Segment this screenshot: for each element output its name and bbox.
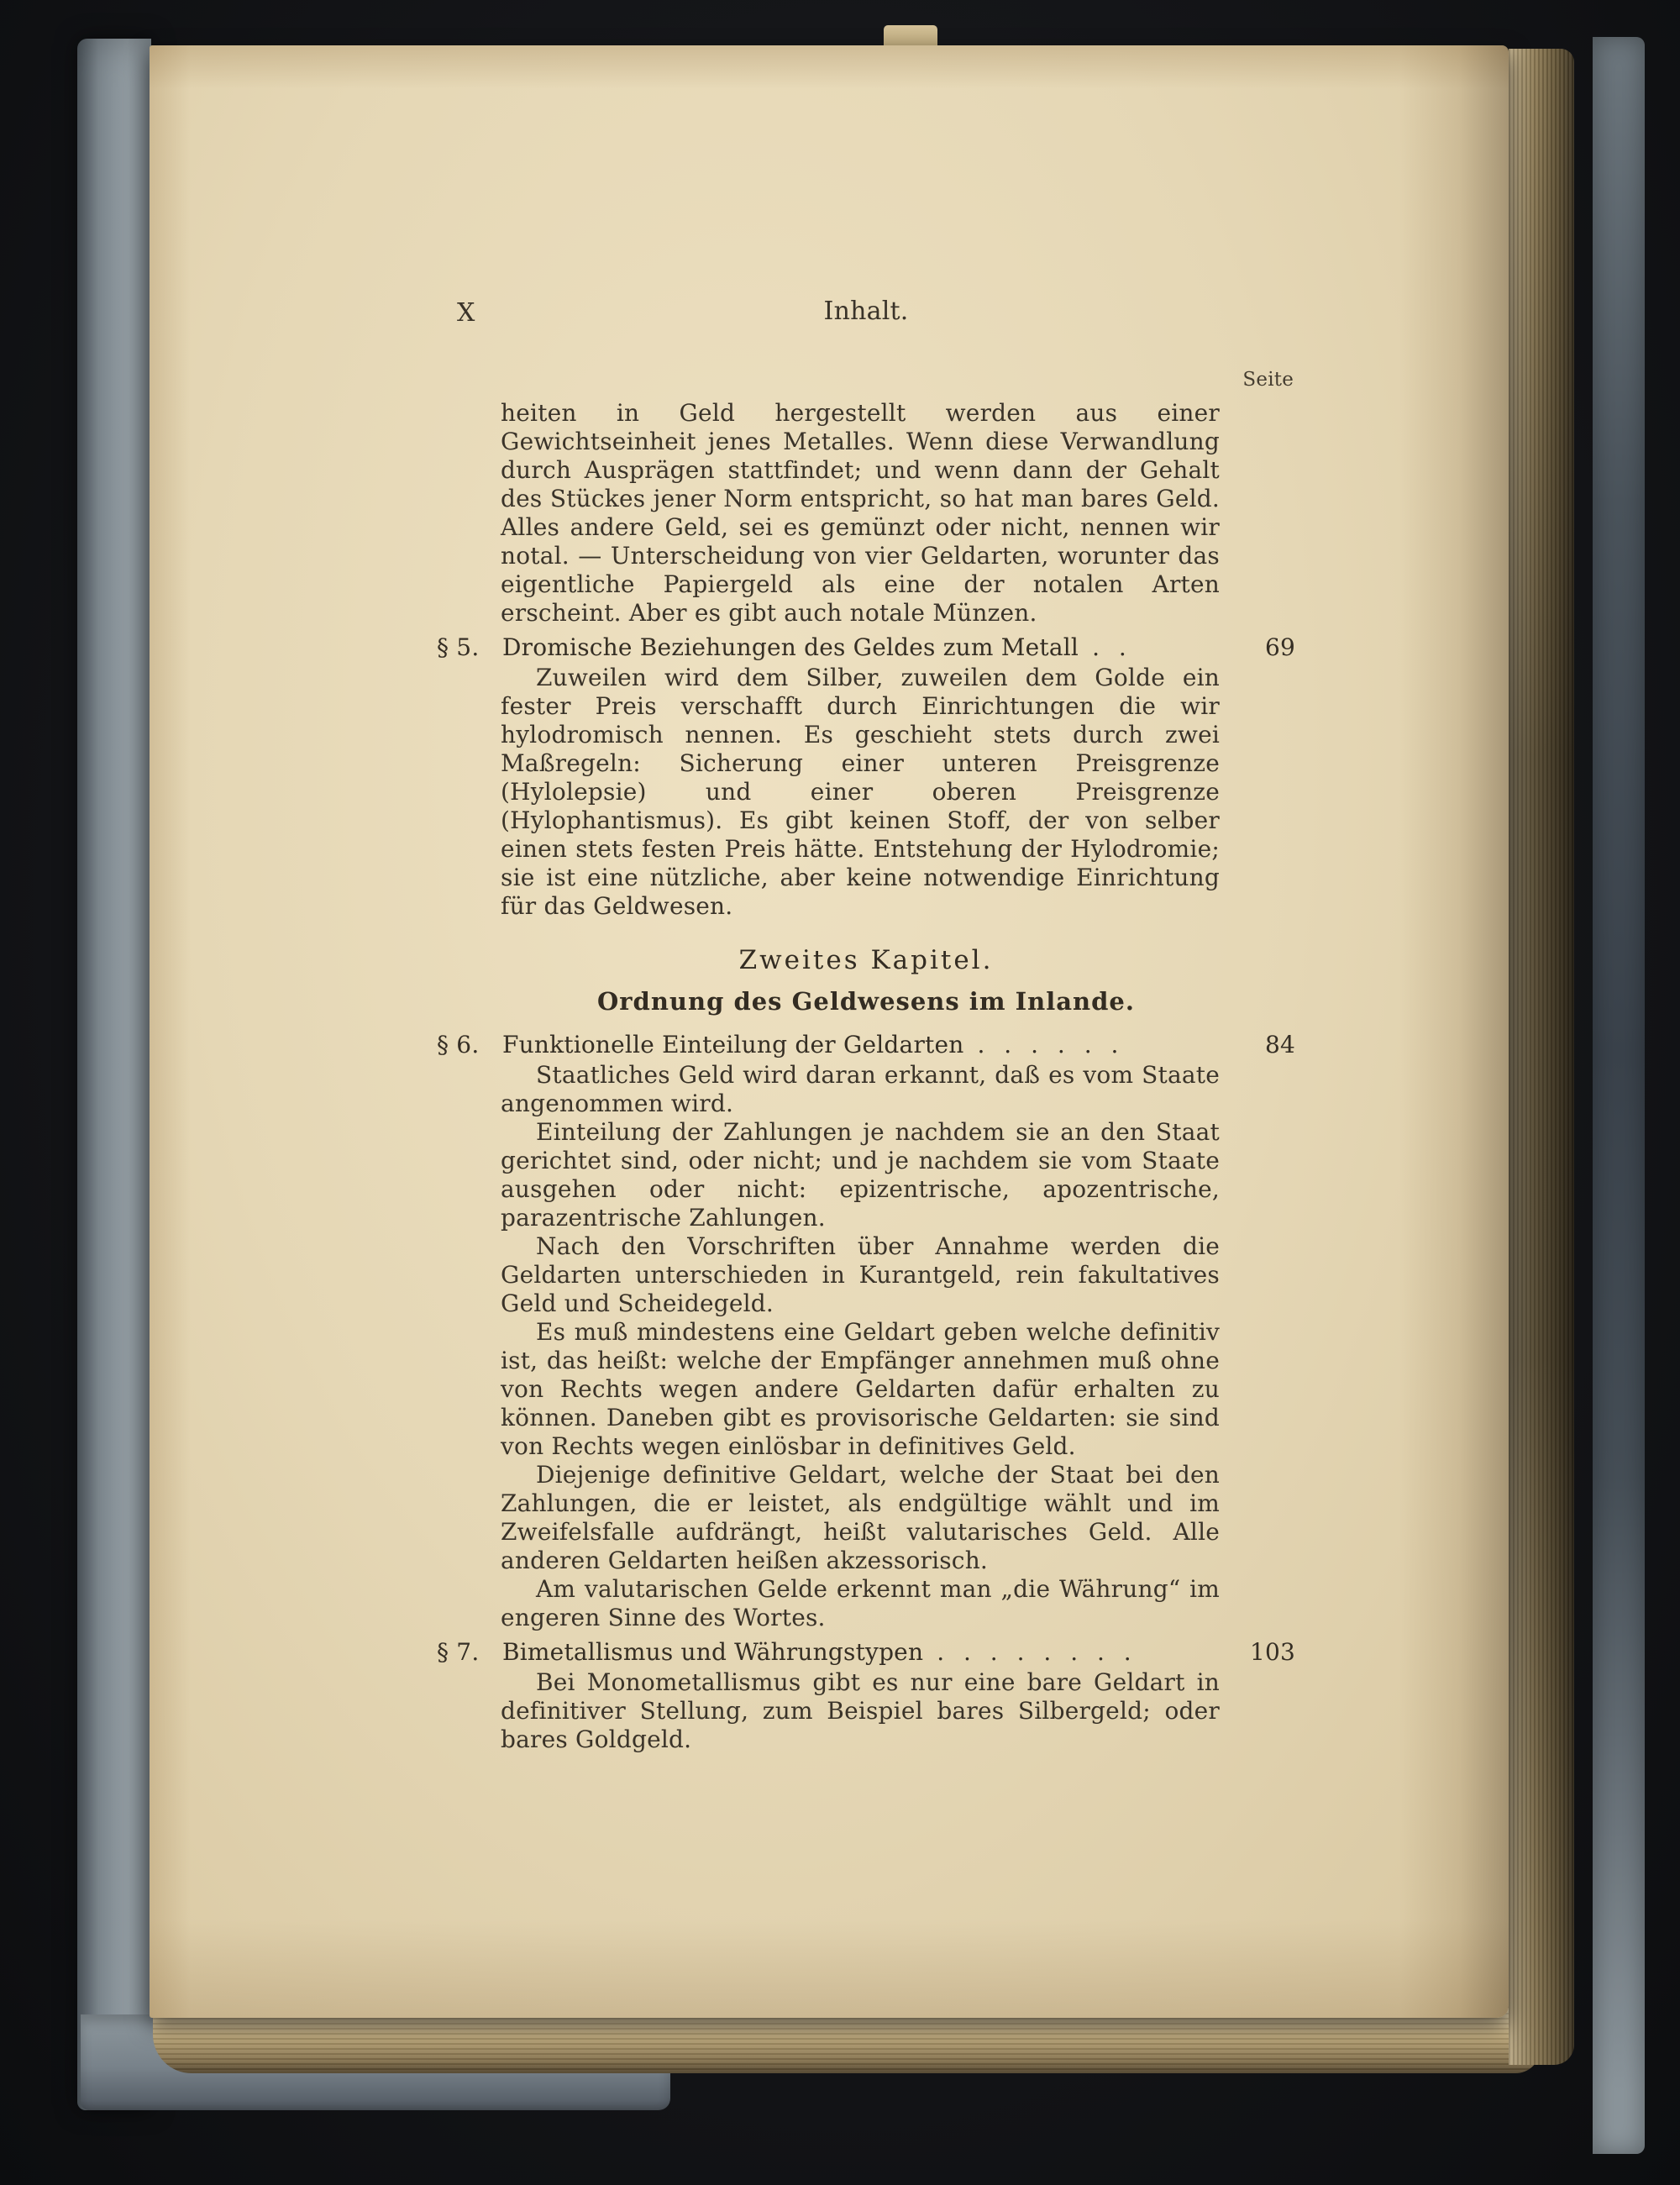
entry-title: Funktionelle Einteilung der Geldarten bbox=[502, 1031, 964, 1058]
toc-entry-heading-7 bbox=[437, 1638, 1295, 1667]
entry-title: Dromische Beziehungen des Geldes zum Metall bbox=[502, 633, 1079, 661]
entry-summary-5 bbox=[437, 664, 1295, 921]
entry-page-number: 84 bbox=[1264, 1031, 1295, 1058]
leader-dots: . . bbox=[1092, 633, 1132, 661]
entry-page-number: 103 bbox=[1249, 1638, 1295, 1666]
entry-page-number: 69 bbox=[1264, 633, 1295, 661]
page-stack-right-edge bbox=[1509, 49, 1574, 2065]
page-title: Inhalt. bbox=[823, 297, 909, 326]
seite-column-label: Seite bbox=[1242, 369, 1294, 391]
chapter-title: Zweites Kapitel. bbox=[738, 945, 994, 975]
book-page bbox=[150, 45, 1509, 2018]
summary-paragraph: Es muß mindestens eine Geldart geben welche definitiv ist, das heißt: welche der Empfänger annehmen muß ohne von Rechts wegen andere Geldarten dafür erhalten zu können. Daneben gibt es provisorische Geldarten: sie sind von Rechts wegen einlösbar in definitives Geld. bbox=[501, 1318, 1220, 1460]
entry-summary-7 bbox=[437, 1668, 1295, 1754]
leader-dots: . . . . . . . . bbox=[937, 1638, 1137, 1666]
page-header bbox=[437, 297, 1295, 343]
toc-entry-heading-5 bbox=[437, 633, 1295, 662]
summary-paragraph: Nach den Vorschriften über Annahme werden die Geldarten unterschieden in Kurantgeld, rein fakultatives Geld und Scheidegeld. bbox=[501, 1232, 1220, 1317]
summary-paragraph: Einteilung der Zahlungen je nachdem sie an den Staat gerichtet sind, oder nicht; und je nachdem sie vom Staate ausgehen oder nicht: epizentrische, apozentrische, parazentrische Zahlungen. bbox=[501, 1118, 1220, 1232]
chapter-subtitle: Ordnung des Geldwesens im Inlande. bbox=[597, 987, 1135, 1016]
summary-paragraph: Zuweilen wird dem Silber, zuweilen dem Golde ein fester Preis verschafft durch Einrichtungen die wir hylodromisch nennen. Es geschieht stets durch zwei Maßregeln: Sicherung einer unteren Preisgrenze (Hylolepsie) und einer oberen Preisgrenze (Hylophantismus). Es gibt keinen Stoff, der von selber einen stets festen Preis hätte. Entstehung der Hylodromie; sie ist eine nützliche, aber keine notwendige Einrichtung für das Geldwesen. bbox=[501, 664, 1220, 920]
page-gutter-shadow bbox=[1399, 45, 1509, 2018]
paragraph-continuation: heiten in Geld hergestellt werden aus einer Gewichtseinheit jenes Metalles. Wenn diese Verwandlung durch Ausprägen stattfindet; und wenn dann der Gehalt des Stückes jener Norm entspricht, so hat man bares Geld. Alles andere Geld, sei es gemünzt oder nicht, nennen wir notal. — Unterscheidung von vier Geldarten, worunter das eigentliche Papiergeld als eine der notalen Arten erscheint. Aber es gibt auch notale Münzen. bbox=[501, 399, 1220, 627]
chapter-heading-block bbox=[437, 946, 1295, 1016]
leader-dots: . . . . . . bbox=[977, 1031, 1125, 1058]
page-content bbox=[437, 297, 1295, 1754]
entry-summary-6 bbox=[437, 1061, 1295, 1632]
book-cover-left-edge bbox=[77, 39, 151, 2110]
summary-paragraph: Bei Monometallismus gibt es nur eine bare Geldart in definitiver Stellung, zum Beispiel bares Silbergeld; oder bares Goldgeld. bbox=[501, 1668, 1220, 1753]
summary-paragraph: Diejenige definitive Geldart, welche der Staat bei den Zahlungen, die er leistet, als endgültige wählt und im Zweifelsfalle aufdrängt, heißt valutarisches Geld. Alle anderen Geldarten heißen akzessorisch. bbox=[501, 1461, 1220, 1574]
toc-entry-heading-6 bbox=[437, 1031, 1295, 1059]
entry-number: § 5. bbox=[437, 633, 480, 661]
entry-number: § 7. bbox=[437, 1638, 480, 1666]
summary-paragraph: Am valutarischen Gelde erkennt man „die Währung“ im engeren Sinne des Wortes. bbox=[501, 1575, 1220, 1631]
entry-number: § 6. bbox=[437, 1031, 480, 1058]
book-cover-right-edge bbox=[1593, 37, 1645, 2154]
summary-paragraph: Staatliches Geld wird daran erkannt, daß es vom Staate angenommen wird. bbox=[501, 1061, 1220, 1117]
entry-title: Bimetallismus und Währungstypen bbox=[502, 1638, 924, 1666]
page-number-marker: X bbox=[457, 298, 476, 328]
